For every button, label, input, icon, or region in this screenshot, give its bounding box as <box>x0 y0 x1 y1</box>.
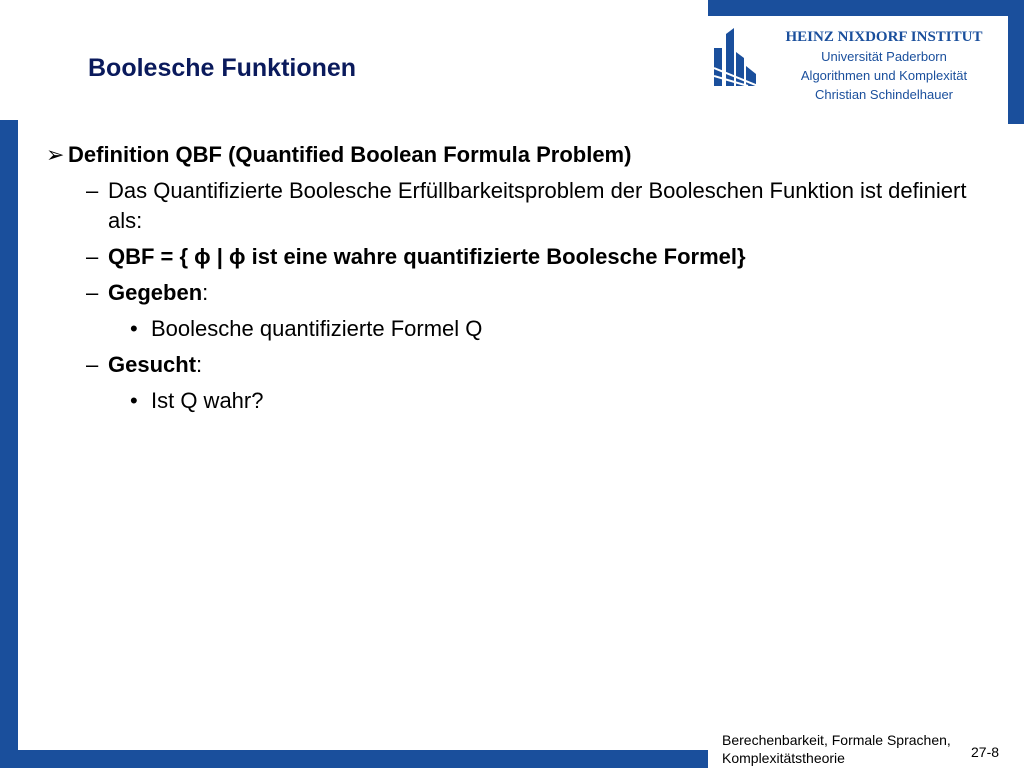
dash-marker: – <box>86 244 99 269</box>
institute-logo <box>714 28 758 86</box>
list-item <box>46 242 984 272</box>
qbf-formula: QBF = { ϕ | ϕ ist eine wahre quantifizierte Boolesche Formel} <box>108 244 746 269</box>
frame-bottom-bar <box>0 750 708 768</box>
slide-content <box>46 140 984 422</box>
university-name: Universität Paderborn <box>821 49 947 64</box>
dot-marker: • <box>130 388 138 413</box>
footer-line-1: Berechenbarkeit, Formale Sprachen, <box>722 732 951 748</box>
dot-marker: • <box>130 316 138 341</box>
dash-marker: – <box>86 352 99 377</box>
definition-text: Das Quantifizierte Boolesche Erfüllbarkeitsproblem der Booleschen Funktion ist definiert als: <box>108 178 967 233</box>
footer-line-2: Komplexitätstheorie <box>722 750 845 766</box>
list-item <box>46 140 984 170</box>
wanted-text: Ist Q wahr? <box>151 388 264 413</box>
page-number: 27-8 <box>971 744 1000 760</box>
department-name: Algorithmen und Komplexität <box>800 68 968 83</box>
definition-heading: Definition QBF (Quantified Boolean Formula Problem) <box>68 142 632 167</box>
dash-marker: – <box>86 178 99 203</box>
arrow-bullet-icon: ➢ <box>46 142 65 167</box>
list-item <box>46 350 984 380</box>
given-label: Gegeben <box>108 280 203 305</box>
author-name: Christian Schindelhauer <box>814 87 954 102</box>
list-item <box>46 314 984 344</box>
list-item <box>46 386 984 416</box>
given-text: Boolesche quantifizierte Formel Q <box>151 316 483 341</box>
wanted-label: Gesucht <box>108 352 197 377</box>
frame-top-bar <box>708 0 1024 16</box>
frame-right-bar <box>1008 0 1024 124</box>
given-colon: : <box>202 280 209 305</box>
institute-name: HEINZ NIXDORF INSTITUT <box>785 29 983 45</box>
footer-course-title <box>722 731 951 767</box>
dash-marker: – <box>86 280 99 305</box>
list-item <box>46 278 984 308</box>
frame-left-bar <box>0 120 18 768</box>
list-item <box>46 176 984 236</box>
institute-info <box>762 28 1006 104</box>
wanted-colon: : <box>196 352 203 377</box>
slide-title: Boolesche Funktionen <box>88 54 357 82</box>
